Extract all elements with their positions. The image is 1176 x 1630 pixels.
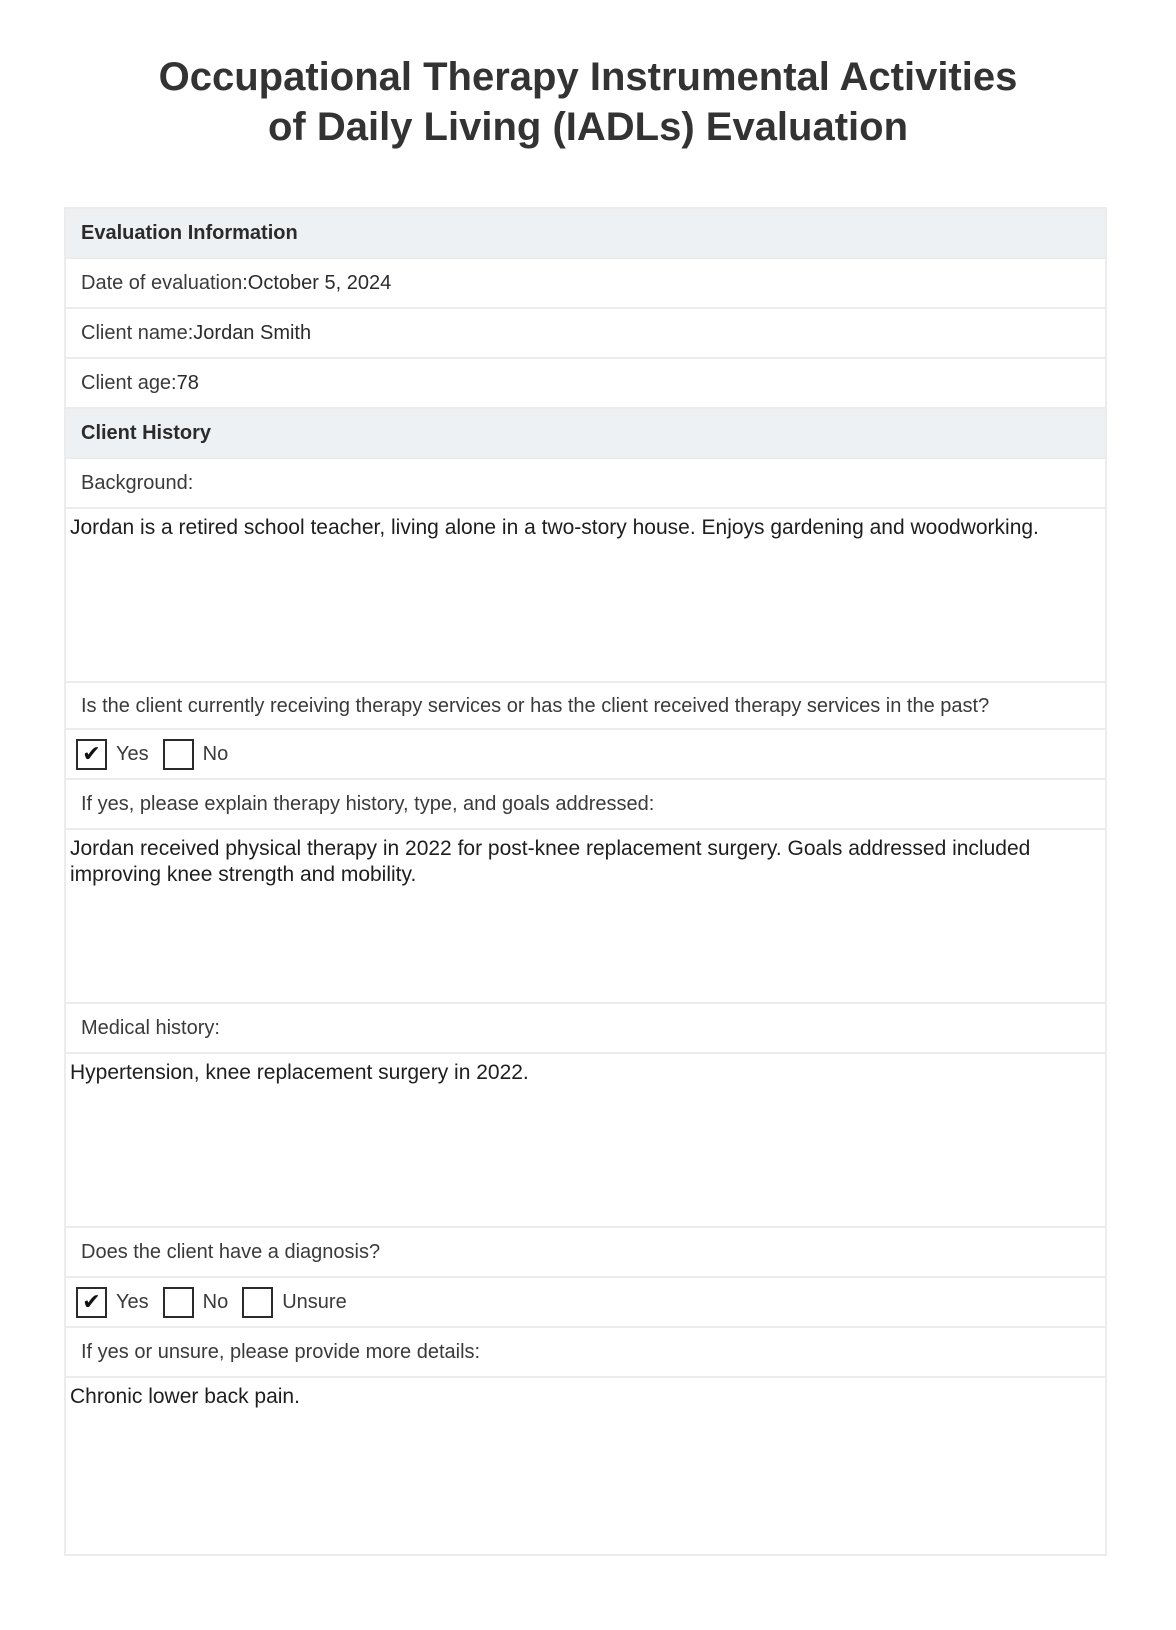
therapy-option-yes[interactable]	[76, 739, 149, 770]
therapy-services-options	[66, 730, 1105, 780]
therapy-option-no[interactable]	[163, 739, 229, 770]
diagnosis-details-label: If yes or unsure, please provide more details:	[66, 1328, 1105, 1378]
diagnosis-options	[66, 1278, 1105, 1328]
client-name-field[interactable]	[66, 309, 1105, 359]
diagnosis-option-unsure[interactable]	[242, 1287, 346, 1318]
client-age-value[interactable]: 78	[176, 372, 199, 394]
option-label: Yes	[116, 742, 149, 765]
title-line-2: of Daily Living (IADLs) Evaluation	[267, 105, 909, 149]
date-of-evaluation-value[interactable]: October 5, 2024	[247, 272, 392, 294]
diagnosis-question: Does the client have a diagnosis?	[66, 1228, 1105, 1278]
checkbox-empty-icon[interactable]	[242, 1287, 273, 1318]
section-header-evaluation-information: Evaluation Information	[66, 209, 1105, 259]
option-label: Yes	[116, 1290, 149, 1313]
checkbox-checked-icon[interactable]: ✔	[76, 1287, 107, 1318]
checkbox-empty-icon[interactable]	[163, 739, 194, 770]
option-label: Unsure	[282, 1290, 347, 1313]
client-name-label: Client name:	[81, 322, 194, 344]
medical-history-label: Medical history:	[66, 1004, 1105, 1054]
section-header-client-history: Client History	[66, 409, 1105, 459]
option-label: No	[202, 1290, 229, 1313]
client-name-value[interactable]: Jordan Smith	[193, 322, 312, 344]
diagnosis-option-no[interactable]	[163, 1287, 229, 1318]
diagnosis-option-yes[interactable]	[76, 1287, 149, 1318]
background-label: Background:	[66, 459, 1105, 509]
medical-history-textarea[interactable]: Hypertension, knee replacement surgery in 2022.	[66, 1054, 1105, 1228]
therapy-explain-textarea[interactable]: Jordan received physical therapy in 2022 for post-knee replacement surgery. Goals addressed included improving knee strength and mobility.	[66, 830, 1105, 1004]
title-line-1: Occupational Therapy Instrumental Activities	[158, 55, 1018, 99]
client-age-label: Client age:	[81, 372, 177, 394]
evaluation-form	[64, 207, 1107, 1556]
page-title	[0, 52, 1176, 152]
date-of-evaluation-label: Date of evaluation:	[81, 272, 248, 294]
diagnosis-details-textarea[interactable]: Chronic lower back pain.	[70, 1385, 300, 1408]
client-age-field[interactable]	[66, 359, 1105, 409]
date-of-evaluation-field[interactable]	[66, 259, 1105, 309]
background-textarea[interactable]: Jordan is a retired school teacher, living alone in a two-story house. Enjoys gardening and woodworking.	[66, 509, 1105, 683]
checkbox-empty-icon[interactable]	[163, 1287, 194, 1318]
therapy-services-question: Is the client currently receiving therapy services or has the client received therapy services in the past?	[66, 683, 1105, 730]
therapy-explain-label: If yes, please explain therapy history, type, and goals addressed:	[66, 780, 1105, 830]
option-label: No	[202, 742, 229, 765]
checkbox-checked-icon[interactable]: ✔	[76, 739, 107, 770]
